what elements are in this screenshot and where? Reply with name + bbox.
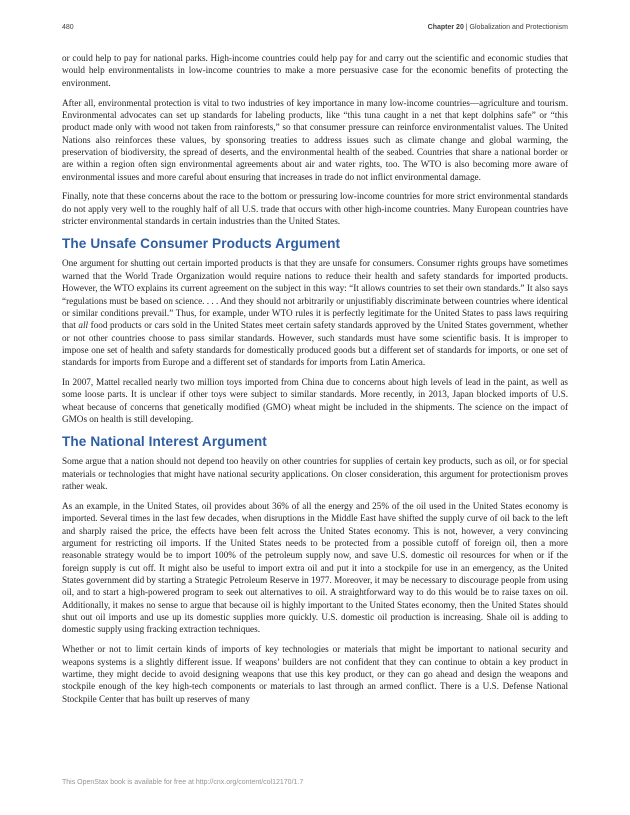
paragraph: Whether or not to limit certain kinds of imports of key technologies or materials that might be important to national security and weapons systems is a slightly different issue. If weapons’ builders are not confident that they can continue to obtain a key product in wartime, they might decide to avoid designing weapons that use this key product, or they can go ahead and design the weapons and stockpile enough of the key high-tech components or materials to last through an armed conflict. There is a U.S. Defense National Stockpile Center that has built up reserves of many [62,644,568,704]
running-header [62,24,568,31]
paragraph: In 2007, Mattel recalled nearly two million toys imported from China due to concerns about high levels of lead in the paint, as well as some loose parts. It is unclear if other toys were subject to similar standards. More recently, in 2013, Japan blocked imports of U.S. wheat because of concerns that genetically modified (GMO) wheat might be included in the shipments. The science on the impact of GMOs on health is still developing. [62,377,568,425]
chapter-reference [428,24,568,31]
page-body [62,52,568,712]
section-heading-unsafe-consumer-products: The Unsafe Consumer Products Argument [62,236,341,252]
paragraph: As an example, in the United States, oil provides about 36% of all the energy and 25% of the oil used in the United States economy is imported. Several times in the last few decades, when disruptions in the Middle East have shifted the supply curve of oil back to the left and sharply raised the price, the effects have been felt across the United States economy. This is not, however, a very convincing argument for restricting oil imports. If the United States needs to be protected from a possible cutoff of foreign oil, then a more reasonable strategy would be to import 100% of the petroleum supply now, and save U.S. domestic oil resources for when or if the foreign supply is cut off. It might also be useful to import extra oil and put it into a stockpile for use in an emergency, as the United States government did by starting a Strategic Petroleum Reserve in 1977. Moreover, it may be necessary to discourage people from using oil, and to start a high-powered program to seek out alternatives to oil. A straightforward way to do this would be to raise taxes on oil. Additionally, it makes no sense to argue that because oil is highly important to the United States economy, then the United States should shut out oil imports and use up its domestic supplies more quickly. U.S. domestic oil production is increasing. Shale oil is adding to domestic supply using fracking extraction techniques. [62,500,568,635]
paragraph: or could help to pay for national parks. High-income countries could help pay for and carry out the scientific and economic studies that would help environmentalists in low-income countries to make a more persuasive case for the economic benefits of protecting the environment. [62,53,568,88]
paragraph: Some argue that a nation should not depend too heavily on other countries for supplies of certain key products, such as oil, or for special materials or technologies that might have national security applications. On closer consideration, this argument for protectionism proves rather weak. [62,456,568,492]
paragraph: After all, environmental protection is vital to two industries of key importance in many low-income countries—agriculture and tourism. Environmental advocates can set up standards for labeling products, like “this tuna caught in a net that kept dolphins safe” or “this product made only with wood not taken from rainforests,” so that consumer pressure can reinforce environmentalist values. The United Nations also reinforces these values, by sponsoring treaties to address issues such as climate change and global warming, the preservation of biodiversity, the spread of deserts, and the environmental health of the seabed. Countries that share a national border or are within a region often sign environmental agreements about air and water rights, too. The WTO is also becoming more aware of environmental issues and more careful about ensuring that increases in trade do not inflict environmental damage. [62,97,568,182]
footer-availability-note: This OpenStax book is available for free at http://cnx.org/content/col12170/1.7 [62,779,304,786]
paragraph: Finally, note that these concerns about the race to the bottom or pressuring low-income countries for more strict environmental standards do not apply very well to the roughly half of all U.S. trade that occurs with other high-income countries. Many European countries have stricter environmental standards in certain industries than the United States. [62,191,568,227]
section-heading-national-interest: The National Interest Argument [62,434,267,450]
chapter-title: | Globalization and Protectionism [463,24,568,31]
paragraph: One argument for shutting out certain imported products is that they are unsafe for consumers. Consumer rights groups have sometimes warned that the World Trade Organization would require nations to reduce their health and safety standards for imported products. However, the WTO explains its current agreement on the subject in this way: “It allows countries to set their own standards.” It also says “regulations must be based on science. . . . And they should not arbitrarily or unjustifiably discriminate between countries where identical or similar conditions prevail.” Thus, for example, under WTO rules it is perfectly legitimate for the United States to pass laws requiring that all food products or cars sold in the United States meet certain safety standards approved by the United States government, whether or not other countries choose to pass similar standards. However, such standards must have some scientific basis. It is improper to impose one set of health and safety standards for domestically produced goods but a different set of standards for imports, or one set of standards for imports from Europe and a different set of standards for imports from Latin America. [62,258,568,368]
chapter-number: Chapter 20 [427,24,464,31]
page-number: 480 [62,24,74,31]
